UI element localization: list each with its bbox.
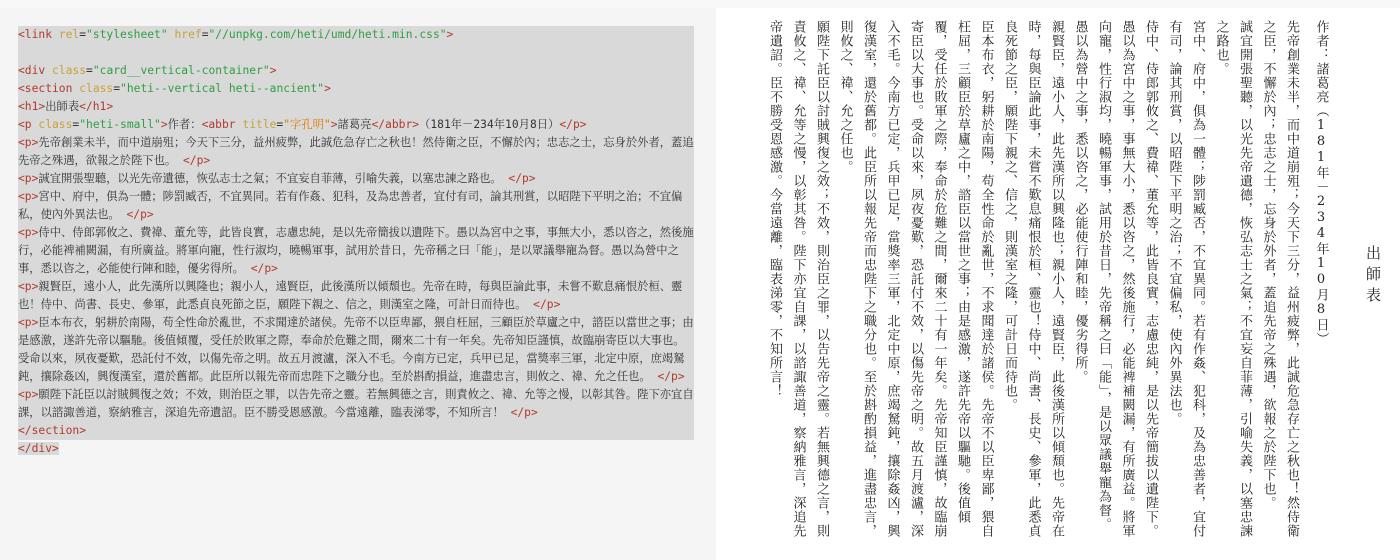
value-token: "//unpkg.com/heti/umd/heti.min.css" [208, 28, 447, 41]
article-paragraph: 侍中、侍郎郭攸之、費禕、董允等，此皆良實，志慮忠純，是以先帝簡拔以遺陛下。愚以為宮中之事，事無大小，悉以咨之，然後施行，必能裨補闕漏，有所廣益。將軍向寵，性行淑均，曉暢軍事，試用於昔日，先帝稱之曰「能」，是以眾議舉寵為督。愚以為營中之事，悉以咨之，必能使行陣和睦，優劣得所。 [1072, 20, 1158, 538]
article-paragraph: 親賢臣，遠小人，此先漢所以興隆也；親小人，遠賢臣，此後漢所以傾頹也。先帝在時，每與臣論此事，未嘗不歎息痛恨於桓、靈也！侍中、尚書、長史、參軍，此悉貞良死節之臣，願陛下親之、信之，則漢室之隆，可計日而待也。 [1002, 20, 1064, 538]
tag-token: </p> [559, 118, 587, 131]
tag-token: > [160, 118, 168, 131]
code-line[interactable] [18, 134, 694, 170]
code-line[interactable] [18, 26, 694, 44]
tag-token: </section> [18, 424, 87, 437]
selected-text [18, 280, 682, 311]
text-token: 侍中、侍郎郭攸之、費禕、董允等，此皆良實，志慮忠純，是以先帝簡拔以遺陛下。愚以為宮中之事，事無大小，悉以咨之，然後施行，必能裨補闕漏，有所廣益。將軍向寵，性行淑均，曉暢軍事，試用於昔日，先帝稱之曰「能」，是以眾議舉寵為督。愚以為營中之事，悉以咨之，必能使行陣和睦，優劣得所。 [18, 226, 694, 275]
code-editor-pane[interactable] [0, 8, 716, 560]
value-token: "字孔明" [283, 118, 331, 131]
code-token: = [201, 28, 209, 41]
attr-token: href [174, 28, 202, 41]
tag-token: <p> [18, 280, 39, 293]
tag-token: <p> [18, 316, 39, 329]
preview-pane [716, 8, 1400, 560]
tag-token: </p> [501, 172, 536, 185]
value-token: "heti--vertical heti--ancient" [120, 82, 325, 95]
tag-token: <p> [18, 172, 39, 185]
tag-token: <p> [18, 136, 39, 149]
text-token: 宮中、府中，俱為一體；陟罰臧否，不宜異同。若有作姦、犯科，及為忠善者，宜付有司，論其刑賞，以昭陛下平明之治；不宜偏私，使內外異法也。 [18, 190, 683, 221]
code-line[interactable] [18, 224, 694, 278]
text-token: 願陛下託臣以討賊興復之效；不效，則治臣之罪，以告先帝之靈。若無興德之言，則責攸之、禕、允等之慢，以彰其咎。陛下亦宜自課，以諮諏善道，察納雅言，深追先帝遺詔。臣不勝受恩感激。今當遠離，臨表涕零，不知所言！ [18, 388, 694, 419]
text-token: 臣本布衣，躬耕於南陽，苟全性命於亂世，不求聞達於諸侯。先帝不以臣卑鄙，猥自枉屈，三顧臣於草廬之中，諮臣以當世之事；由是感激，遂許先帝以驅馳。後值傾覆，受任於敗軍之際，奉命於危難之間，爾來二十有一年矣。先帝知臣謹慎，故臨崩寄臣以大事也。受命以來，夙夜憂歎，恐託付不效，以傷先帝之明。故五月渡瀘，深入不毛。今南方已定，兵甲已足，當獎率三軍，北定中原，庶竭駑鈍，攘除姦凶，興復漢室，還於舊都。此臣所以報先帝而忠陛下之職分也。至於斟酌損益，進盡忠言，則攸之、禕、允之任也。 [18, 316, 694, 383]
text-token: 親賢臣，遠小人，此先漢所以興隆也；親小人，遠賢臣，此後漢所以傾頹也。先帝在時，每與臣論此事，未嘗不歎息痛恨於桓、靈也！侍中、尚書、長史、參軍，此悉貞良死節之臣，願陛下親之、信之，則漢室之隆，可計日而待也。 [18, 280, 683, 311]
tag-token: <div [18, 64, 53, 77]
selected-text [18, 226, 694, 275]
code-line[interactable] [18, 116, 694, 134]
article-paragraph: 臣本布衣，躬耕於南陽，苟全性命於亂世，不求聞達於諸侯。先帝不以臣卑鄙，猥自枉屈，三顧臣於草廬之中，諮臣以當世之事；由是感激，遂許先帝以驅馳。後值傾覆，受任於敗軍之際，奉命於危難之間，爾來二十有一年矣。先帝知臣謹慎，故臨崩寄臣以大事也。受命以來，夙夜憂歎，恐託付不效，以傷先帝之明。故五月渡瀘，深入不毛。今南方已定，兵甲已足，當獎率三軍，北定中原，庶竭駑鈍，攘除姦凶，興復漢室，還於舊都。此臣所以報先帝而忠陛下之職分也。至於斟酌損益，進盡忠言，則攸之、禕、允之任也。 [837, 20, 994, 538]
code-token: = [79, 28, 87, 41]
value-token: "heti-small" [79, 118, 161, 131]
tag-token: </abbr> [371, 118, 420, 131]
selected-text [18, 424, 86, 437]
article-paragraph: 宮中、府中，俱為一體；陟罰臧否，不宜異同。若有作姦、犯科，及為忠善者，宜付有司，論其刑賞，以昭陛下平明之治；不宜偏私，使內外異法也。 [1166, 20, 1205, 538]
selected-text [18, 316, 694, 383]
attr-token: class [52, 64, 87, 77]
selected-text [18, 442, 59, 455]
selected-text [18, 100, 113, 113]
tag-token: </p> [243, 262, 278, 275]
code-line[interactable] [18, 62, 694, 80]
selected-text [18, 388, 694, 419]
author-prefix: 作者： [1313, 20, 1329, 62]
code-line[interactable] [18, 98, 694, 116]
tag-token: </p> [650, 370, 685, 383]
selected-text [18, 136, 694, 167]
code-token: = [86, 64, 93, 77]
tag-token: </p> [176, 154, 211, 167]
tag-token: <p> [18, 226, 39, 239]
text-token: （181年－234年10月8日） [419, 118, 560, 131]
tag-token: </p> [503, 406, 538, 419]
tag-token: </div> [18, 442, 59, 455]
code-line[interactable] [18, 422, 694, 440]
code-token: = [276, 118, 284, 131]
article-paragraph: 先帝創業未半，而中道崩殂；今天下三分，益州疲弊，此誠危急存亡之秋也！然侍衛之臣，不懈於內；忠志之士，忘身於外者，蓋追先帝之殊遇，欲報之於陛下也。 [1260, 20, 1299, 538]
selected-text [18, 190, 682, 221]
article-title: 出師表 [1364, 245, 1382, 308]
tag-token: <p> [18, 388, 39, 401]
tag-token: <p> [18, 190, 39, 203]
code-token: = [72, 118, 80, 131]
selected-text [18, 28, 453, 41]
article-paragraph: 願陛下託臣以討賊興復之效；不效，則治臣之罪，以告先帝之靈。若無興德之言，則責攸之、禕、允等之慢，以彰其咎。陛下亦宜自課，以諮諏善道，察納雅言，深追先帝遺詔。臣不勝受恩感激。今當遠離，臨表涕零，不知所言！ [767, 20, 829, 538]
tag-token: </p> [119, 208, 154, 221]
tag-token: <abbr [201, 118, 243, 131]
code-line[interactable] [18, 386, 694, 422]
vertical-article [763, 20, 1385, 542]
tag-token: > [269, 64, 277, 77]
attr-token: class [79, 82, 114, 95]
selected-text [18, 64, 277, 77]
tag-token: <link [18, 28, 59, 41]
author-line [1309, 20, 1333, 542]
attr-token: class [38, 118, 73, 131]
attr-token: rel [58, 28, 80, 41]
code-line[interactable] [18, 278, 694, 314]
attr-token: title [242, 118, 277, 131]
selected-text [18, 172, 536, 185]
tag-token: <h1> [18, 100, 46, 113]
selected-text [18, 118, 587, 131]
code-line[interactable] [18, 188, 694, 224]
text-token: 出師表 [45, 100, 80, 113]
value-token: "card__vertical-container" [92, 64, 270, 77]
tag-token: <section [18, 82, 80, 95]
code-editor[interactable] [18, 26, 694, 458]
value-token: "stylesheet" [86, 28, 168, 41]
code-token: = [113, 82, 121, 95]
text-token: 先帝創業未半，而中道崩殂；今天下三分，益州疲弊，此誠危急存亡之秋也！然侍衛之臣，不懈於內；忠志之士，忘身於外者，蓋追先帝之殊遇，欲報之於陛下也。 [18, 136, 694, 167]
code-line[interactable] [18, 314, 694, 386]
code-line[interactable] [18, 170, 694, 188]
selected-text [18, 82, 331, 95]
tag-token: > [446, 28, 454, 41]
text-token: 諸葛亮 [337, 118, 372, 131]
author-dates: （181年－234年10月8日） [1313, 104, 1329, 346]
code-line[interactable] [18, 44, 694, 62]
tag-token: > [330, 118, 338, 131]
tag-token: </h1> [79, 100, 114, 113]
text-token: 作者： [167, 118, 202, 131]
tag-token: > [324, 82, 331, 95]
code-line[interactable] [18, 440, 694, 458]
text-token: 誠宜開張聖聽，以光先帝遺德，恢弘志士之氣；不宜妄自菲薄，引喻失義，以塞忠諫之路也。 [38, 172, 502, 185]
author-name: 諸葛亮 [1313, 62, 1329, 104]
article-paragraph: 誠宜開張聖聽，以光先帝遺德，恢弘志士之氣；不宜妄自菲薄，引喻失義，以塞忠諫之路也。 [1213, 20, 1252, 538]
code-line[interactable] [18, 80, 694, 98]
tag-token: <p [18, 118, 39, 131]
tag-token: </p> [526, 298, 561, 311]
